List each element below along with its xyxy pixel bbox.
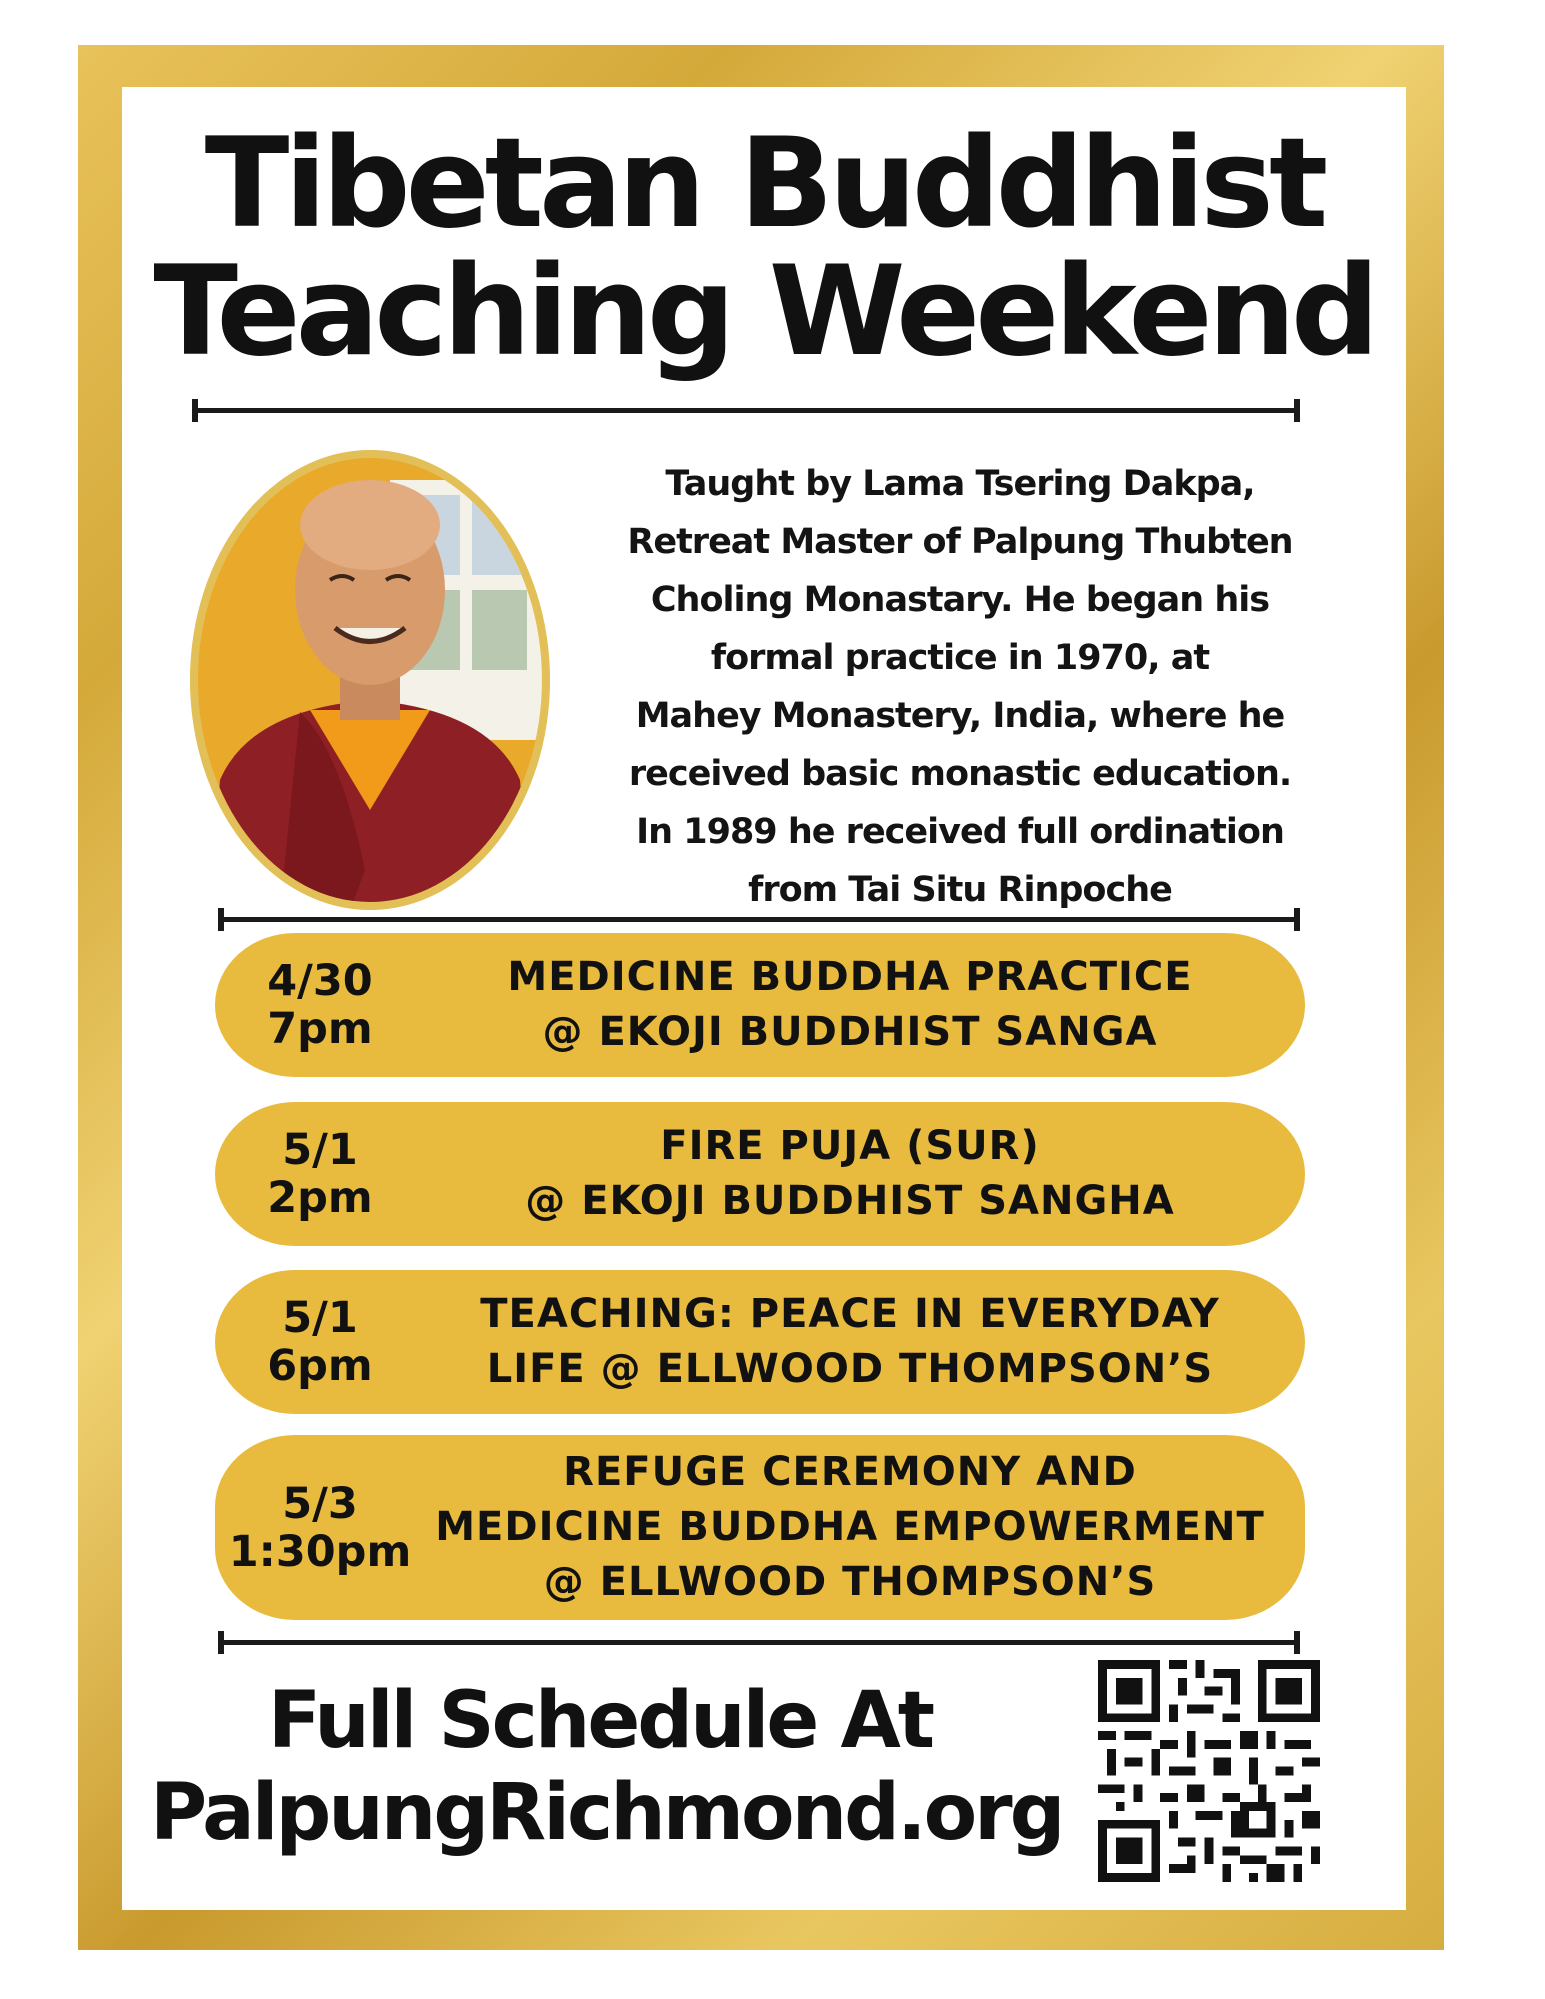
portrait-illustration xyxy=(190,450,550,910)
event-datetime xyxy=(215,933,425,1077)
bio-line: from Tai Situ Rinpoche xyxy=(748,870,1172,910)
event-line: TEACHING: PEACE IN EVERYDAY xyxy=(480,1291,1220,1337)
event-teaching-peace xyxy=(215,1270,1305,1414)
qr-code-icon[interactable] xyxy=(1098,1660,1320,1882)
bio-line: Retreat Master of Palpung Thubten xyxy=(627,522,1293,562)
teacher-bio xyxy=(580,455,1340,919)
event-line: @ EKOJI BUDDHIST SANGHA xyxy=(525,1178,1175,1224)
event-time: 7pm xyxy=(267,1004,373,1054)
event-datetime xyxy=(215,1435,425,1620)
title-line-2: Teaching Weekend xyxy=(153,240,1375,384)
divider-middle xyxy=(218,917,1300,922)
event-datetime xyxy=(215,1102,425,1246)
divider-bottom xyxy=(218,1640,1300,1645)
event-date: 5/1 xyxy=(282,1125,358,1175)
event-description xyxy=(425,1435,1275,1620)
lama-portrait xyxy=(190,450,550,910)
event-datetime xyxy=(215,1270,425,1414)
event-date: 5/3 xyxy=(282,1478,358,1529)
schedule-footer xyxy=(150,1675,1063,1859)
event-description xyxy=(425,1102,1275,1246)
event-line: @ ELLWOOD THOMPSON’S xyxy=(543,1559,1157,1605)
bio-line: Choling Monastary. He began his xyxy=(650,580,1270,620)
event-description xyxy=(425,1270,1275,1414)
event-line: FIRE PUJA (SUR) xyxy=(660,1123,1040,1169)
event-time: 6pm xyxy=(267,1341,373,1391)
title-line-1: Tibetan Buddhist xyxy=(204,112,1324,256)
event-time: 1:30pm xyxy=(228,1526,412,1577)
event-line: @ EKOJI BUDDHIST SANGA xyxy=(542,1009,1158,1055)
bio-line: Mahey Monastery, India, where he xyxy=(635,696,1285,736)
bio-line: formal practice in 1970, at xyxy=(710,638,1210,678)
event-time: 2pm xyxy=(267,1173,373,1223)
event-line: MEDICINE BUDDHA PRACTICE xyxy=(507,954,1193,1000)
event-fire-puja xyxy=(215,1102,1305,1246)
divider-top xyxy=(192,408,1300,413)
event-description xyxy=(425,933,1275,1077)
bio-line: In 1989 he received full ordination xyxy=(636,812,1284,852)
event-medicine-buddha-practice xyxy=(215,933,1305,1077)
footer-line-1: Full Schedule At xyxy=(267,1676,933,1766)
event-line: MEDICINE BUDDHA EMPOWERMENT xyxy=(435,1504,1265,1550)
bio-line: received basic monastic education. xyxy=(628,754,1292,794)
event-line: REFUGE CEREMONY AND xyxy=(563,1449,1137,1495)
event-date: 4/30 xyxy=(267,956,373,1006)
event-refuge-ceremony xyxy=(215,1435,1305,1620)
page-title xyxy=(122,112,1406,384)
event-line: LIFE @ ELLWOOD THOMPSON’S xyxy=(486,1346,1214,1392)
bio-line: Taught by Lama Tsering Dakpa, xyxy=(665,464,1255,504)
event-date: 5/1 xyxy=(282,1293,358,1343)
website-link[interactable]: PalpungRichmond.org xyxy=(150,1768,1063,1858)
